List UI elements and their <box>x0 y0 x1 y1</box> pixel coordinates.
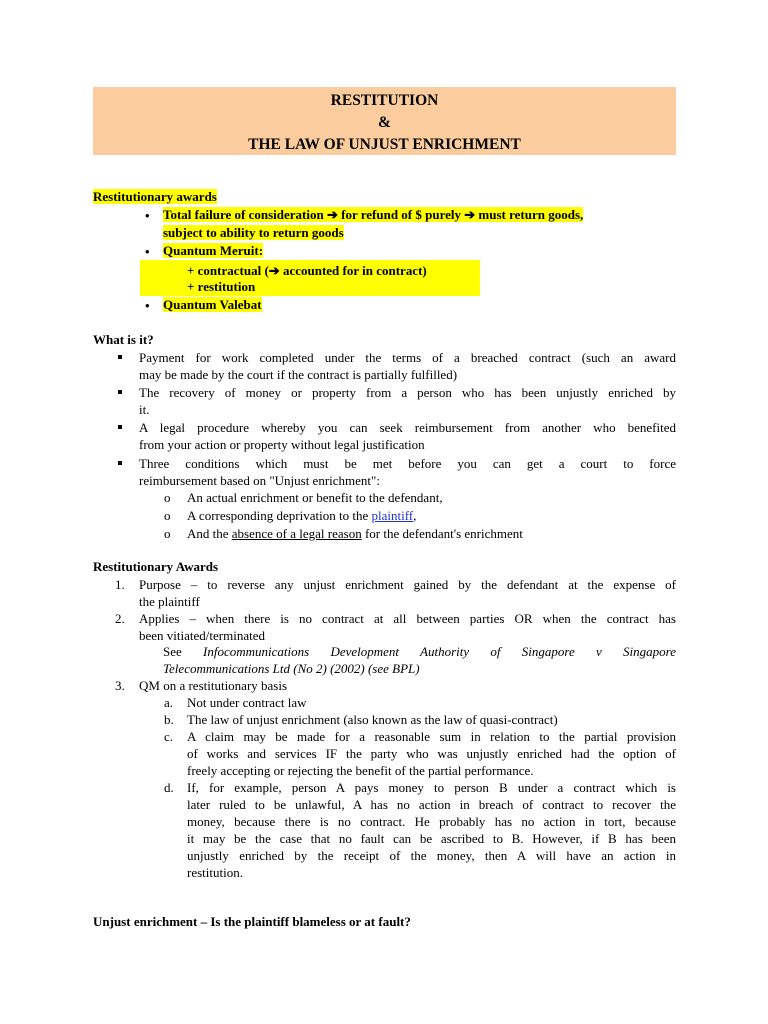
ra-item-1: Purpose – to reverse any unjust enrichment gained by the defendant at the expense of the plaintiff <box>139 577 676 609</box>
qm-restitution: + restitution <box>187 279 256 294</box>
what-bullet-4: Three conditions which must be met before you can get a court to force reimbursement based on "Unjust enrichment": <box>139 456 676 488</box>
circle-bullet-icon: o <box>164 526 171 541</box>
case-citation: See Infocommunications Development Authority of Singapore v Singapore Telecommunications Ltd (No 2) (2002) (see BPL) <box>163 644 676 676</box>
ra-number-1: 1. <box>115 577 125 592</box>
condition-1: An actual enrichment or benefit to the defendant, <box>187 490 443 505</box>
arrow-right-icon: ➔ <box>326 207 338 222</box>
ra-letter-c: c. <box>164 729 174 744</box>
circle-bullet-icon: o <box>164 508 171 523</box>
square-bullet-icon <box>118 390 122 394</box>
ra-sub-a: Not under contract law <box>187 695 307 710</box>
document-title <box>93 87 676 155</box>
ra-item-2: Applies – when there is no contract at all between parties OR when the contract has been vitiated/terminated <box>139 611 676 643</box>
ra-item-3: QM on a restitutionary basis <box>139 678 288 693</box>
what-bullet-1: Payment for work completed under the terms of a breached contract (such an award may be made by the court if the contract is partially fulfilled) <box>139 350 676 382</box>
awards-item-1-cont: subject to ability to return goods <box>163 225 344 240</box>
awards-item-3: Quantum Valebat <box>163 297 262 312</box>
what-bullet-2: The recovery of money or property from a person who has been unjustly enriched by it. <box>139 385 676 417</box>
condition-3: And the absence of a legal reason for the defendant's enrichment <box>187 526 523 541</box>
qm-contractual: + contractual (➔ accounted for in contract) <box>187 263 427 278</box>
ra-number-3: 3. <box>115 678 125 693</box>
title-line-2: & <box>378 114 391 131</box>
ra-sub-b: The law of unjust enrichment (also known as the law of quasi-contract) <box>187 712 558 727</box>
ra-heading: Restitutionary Awards <box>93 559 219 574</box>
awards-bullet-2-marker: • <box>145 244 150 259</box>
circle-bullet-icon: o <box>164 490 171 505</box>
ra-letter-a: a. <box>164 695 174 710</box>
what-bullet-3: A legal procedure whereby you can seek reimbursement from another who benefited from your action or property without legal justification <box>139 420 676 452</box>
unjust-enrichment-heading: Unjust enrichment – Is the plaintiff blameless or at fault? <box>93 914 411 929</box>
awards-heading: Restitutionary awards <box>93 189 217 204</box>
square-bullet-icon <box>118 425 122 429</box>
ra-sub-c: A claim may be made for a reasonable sum in relation to the partial provision of works and services IF the party who was unjustly enriched had the option of freely accepting or rejecting the benefit of the partial performance. <box>187 729 676 778</box>
title-line-3: THE LAW OF UNJUST ENRICHMENT <box>248 136 521 153</box>
awards-bullet-3-marker: • <box>145 298 150 313</box>
square-bullet-icon <box>118 355 122 359</box>
ra-sub-d: If, for example, person A pays money to person B under a contract which is later ruled to be unlawful, A has no action in breach of contract to recover the money, because there is no contract. He probably has no action in tort, because it may be the case that no fault can be ascribed to B. However, if B has been unjustly enriched by the receipt of the money, then A will have an action in restitution. <box>187 780 676 880</box>
awards-item-2: Quantum Meruit: <box>163 243 264 258</box>
ra-number-2: 2. <box>115 611 125 626</box>
plaintiff-link[interactable]: plaintiff <box>371 508 414 523</box>
square-bullet-icon <box>118 461 122 465</box>
what-heading: What is it? <box>93 332 154 347</box>
ra-letter-d: d. <box>164 780 174 795</box>
ra-letter-b: b. <box>164 712 174 727</box>
title-line-1: RESTITUTION <box>330 92 439 109</box>
awards-bullet-1-marker: • <box>145 208 150 223</box>
arrow-right-icon: ➔ <box>464 207 476 222</box>
arrow-right-icon: ➔ <box>268 263 280 278</box>
awards-item-1: Total failure of consideration ➔ for refund of $ purely ➔ must return goods, <box>163 207 584 222</box>
condition-2: A corresponding deprivation to the plaintiff, <box>187 508 417 523</box>
